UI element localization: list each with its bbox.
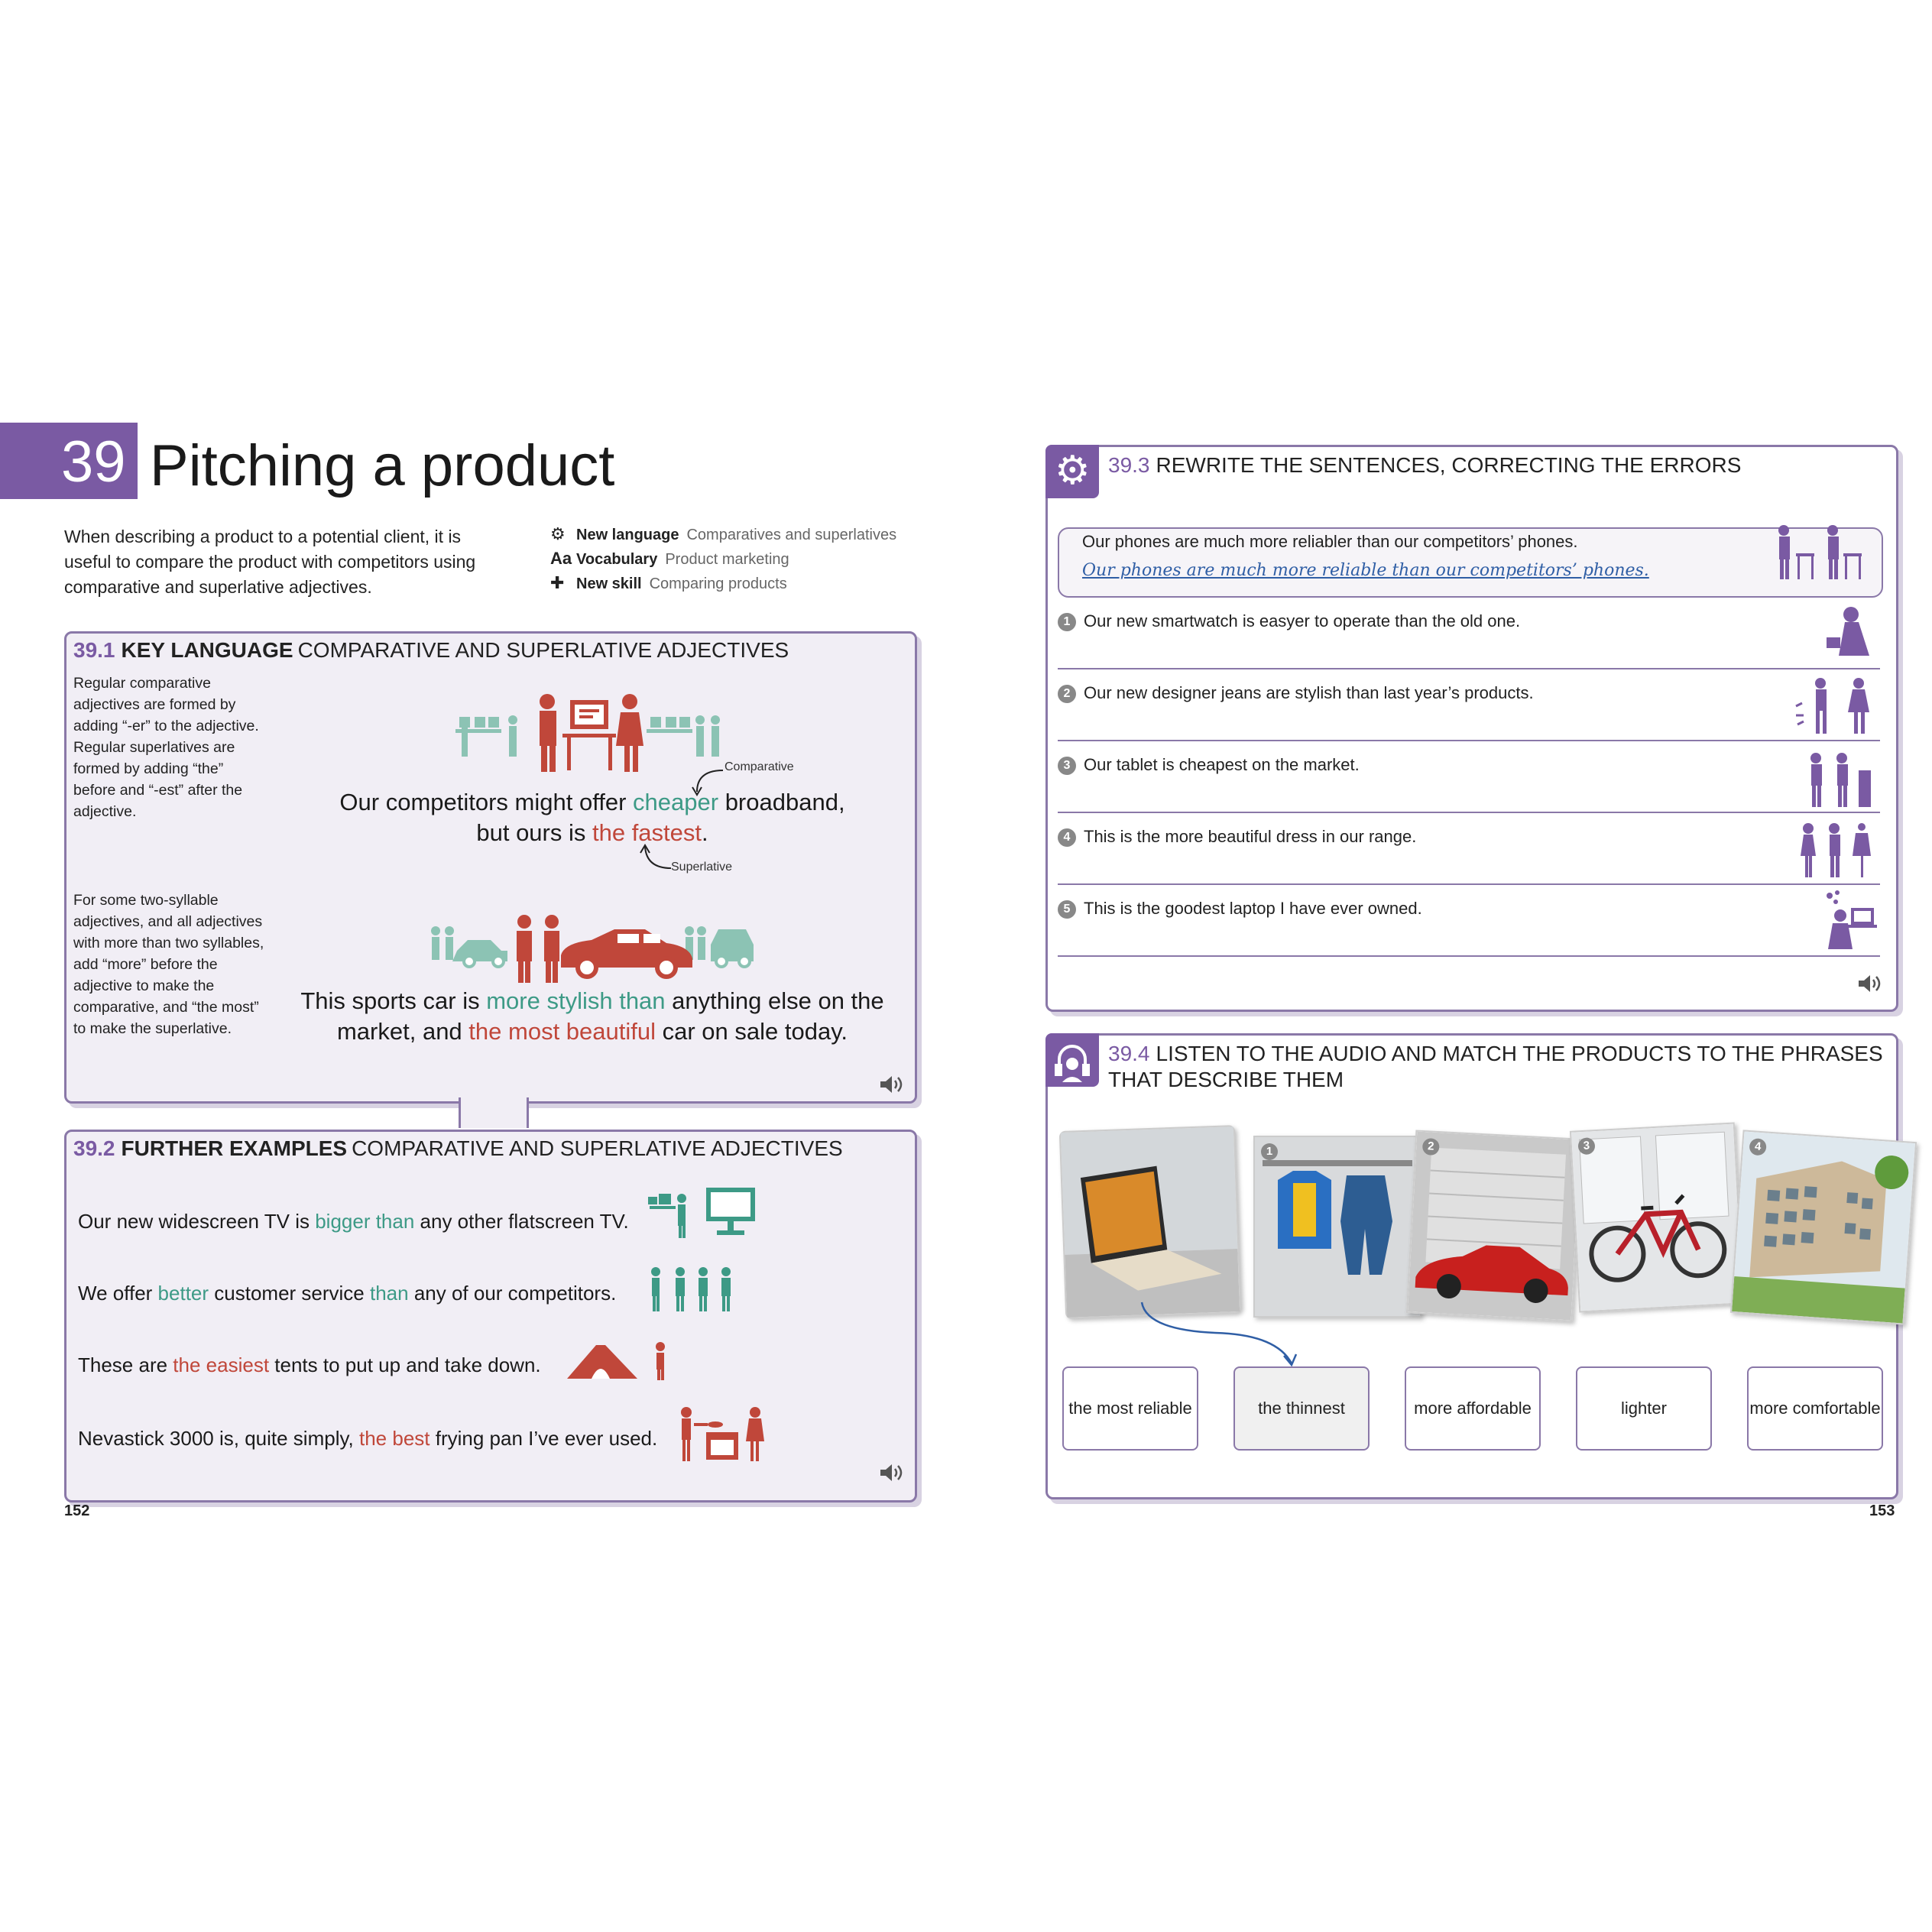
- meta-new-skill: ✚ New skill Comparing products: [550, 572, 787, 595]
- section-heading-39-2: 39.2 FURTHER EXAMPLES COMPARATIVE AND SUPERLATIVE ADJECTIVES: [73, 1136, 843, 1160]
- phone-repair-icon: [1773, 523, 1865, 581]
- question-text: Our new smartwatch is easyer to operate than the old one.: [1084, 611, 1521, 630]
- note-long-adjectives: For some two-syllable adjectives, and all adjectives with more than two syllables, add “more” before the adjective to make the comparative, and “the most” to make the superlative.: [73, 892, 264, 1037]
- office-illustration: [455, 691, 723, 775]
- customer-service-icon: [650, 1266, 735, 1313]
- example-sentence-2: This sports car is more stylish than anything else on the market, and the most beautiful car on sale today.: [300, 987, 884, 1045]
- page-number-right: 153: [1869, 1502, 1895, 1519]
- question-row-2[interactable]: [1058, 669, 1880, 741]
- question-number: 2: [1058, 685, 1076, 703]
- question-number: 5: [1058, 900, 1076, 919]
- tv-comparison-icon: [648, 1186, 757, 1240]
- laptop-user-icon: [1823, 890, 1877, 951]
- question-row-3[interactable]: [1058, 741, 1880, 813]
- question-text: This is the more beautiful dress in our range.: [1084, 827, 1417, 846]
- example-original-sentence: Our phones are much more reliabler than our competitors’ phones.: [1082, 532, 1578, 551]
- answer-lighter[interactable]: lighter: [1576, 1366, 1712, 1451]
- aa-icon: Aa: [550, 549, 572, 568]
- photo-number: 2: [1422, 1138, 1440, 1156]
- answer-the-thinnest[interactable]: the thinnest: [1233, 1366, 1370, 1451]
- photo-building[interactable]: [1730, 1130, 1917, 1324]
- puzzle-icon: ✚: [550, 573, 565, 592]
- dress-shop-icon: [1801, 821, 1877, 879]
- tablet-buyers-icon: [1808, 750, 1877, 809]
- photo-number: 1: [1261, 1143, 1278, 1160]
- answer-more-affordable[interactable]: more affordable: [1405, 1366, 1541, 1451]
- answer-more-comfortable[interactable]: more comfortable: [1747, 1366, 1883, 1451]
- further-example-4: Nevastick 3000 is, quite simply, the best frying pan I’ve ever used.: [78, 1427, 658, 1450]
- photo-number: 3: [1577, 1137, 1595, 1155]
- section-heading-39-3: 39.3 REWRITE THE SENTENCES, CORRECTING THE ERRORS: [1108, 453, 1742, 477]
- photo-number: 4: [1749, 1138, 1766, 1156]
- label-superlative: Superlative: [671, 861, 733, 874]
- intro-text: When describing a product to a potential client, it is useful to compare the product with competitors using comparative and superlative adjectives.: [64, 527, 476, 597]
- question-number: 3: [1058, 757, 1076, 775]
- question-text: Our new designer jeans are stylish than last year’s products.: [1084, 683, 1534, 702]
- photo-car[interactable]: [1406, 1130, 1582, 1321]
- further-example-3: These are the easiest tents to put up and take down.: [78, 1353, 541, 1376]
- audio-speaker-icon[interactable]: [879, 1463, 905, 1483]
- question-number: 4: [1058, 828, 1076, 847]
- panel-connector: [459, 1097, 529, 1128]
- question-row-4[interactable]: [1058, 813, 1880, 885]
- smartwatch-user-icon: [1822, 604, 1875, 662]
- question-text: Our tablet is cheapest on the market.: [1084, 755, 1360, 774]
- jeans-shoppers-icon: [1793, 676, 1877, 737]
- frying-pan-icon: [679, 1406, 769, 1463]
- tent-icon: [564, 1339, 671, 1382]
- photo-laptop[interactable]: [1059, 1125, 1241, 1319]
- photo-clothes[interactable]: [1253, 1136, 1421, 1318]
- question-number: 1: [1058, 613, 1076, 631]
- label-comparative: Comparative: [724, 760, 794, 773]
- example-sentence-1: Our competitors might offer cheaper broadband, but ours is the fastest.: [339, 789, 845, 846]
- superlative-arrow: [637, 844, 676, 874]
- gears-icon: ⚙: [550, 524, 566, 543]
- cars-illustration: [430, 914, 758, 983]
- photo-bicycle[interactable]: [1570, 1123, 1744, 1313]
- note-regular-adjectives: Regular comparative adjectives are formed by adding “-er” to the adjective. Regular superlatives are formed by adding “the” before and “-est” after the adjective.: [73, 675, 259, 820]
- answer-the-most-reliable[interactable]: the most reliable: [1062, 1366, 1198, 1451]
- section-heading-39-1: 39.1 KEY LANGUAGE COMPARATIVE AND SUPERLATIVE ADJECTIVES: [73, 638, 789, 662]
- example-corrected-sentence: Our phones are much more reliable than our competitors’ phones.: [1082, 561, 1649, 580]
- page-number-left: 152: [64, 1502, 90, 1519]
- gears-icon: ⚙: [1045, 445, 1099, 498]
- match-arrow: [1139, 1299, 1307, 1368]
- section-heading-39-4: 39.4 LISTEN TO THE AUDIO AND MATCH THE PRODUCTS TO THE PHRASES THAT DESCRIBE THEM: [1108, 1042, 1883, 1091]
- audio-speaker-icon[interactable]: [879, 1075, 905, 1094]
- further-example-2: We offer better customer service than any of our competitors.: [78, 1282, 617, 1305]
- page-title: Pitching a product: [150, 433, 615, 498]
- chapter-number: 39: [61, 430, 126, 494]
- meta-new-language: ⚙ New language Comparatives and superlatives: [550, 523, 896, 546]
- further-example-1: Our new widescreen TV is bigger than any other flatscreen TV.: [78, 1210, 629, 1233]
- meta-vocabulary: Aa Vocabulary Product marketing: [550, 547, 789, 570]
- question-text: This is the goodest laptop I have ever owned.: [1084, 899, 1422, 918]
- question-row-5[interactable]: [1058, 885, 1880, 957]
- audio-speaker-icon[interactable]: [1857, 974, 1883, 994]
- question-row-1[interactable]: [1058, 598, 1880, 669]
- headphones-icon: [1045, 1033, 1099, 1087]
